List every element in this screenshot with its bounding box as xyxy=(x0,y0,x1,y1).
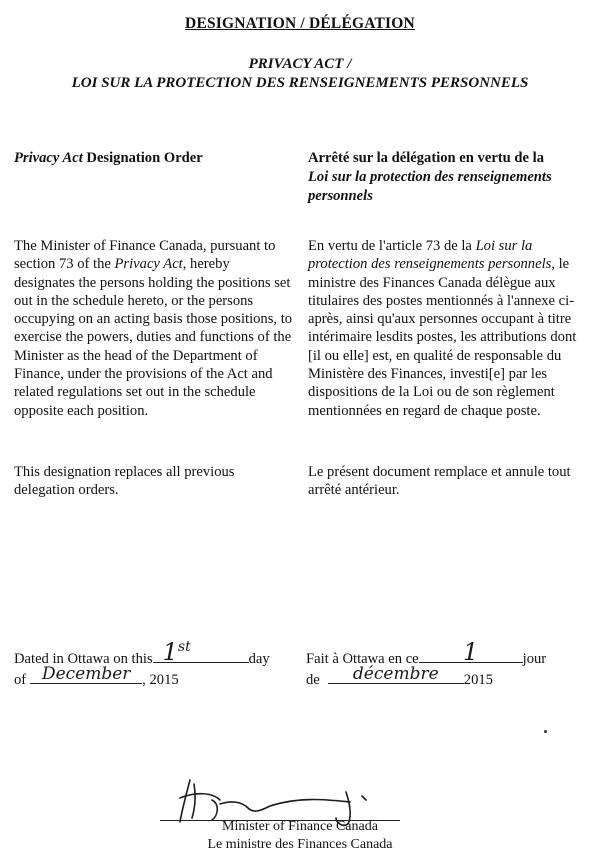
english-day-value: 1 xyxy=(162,638,178,666)
french-day-label: jour xyxy=(522,651,547,667)
french-month-field xyxy=(328,664,464,684)
subtitle-line-1: PRIVACY ACT / xyxy=(248,56,352,72)
french-heading xyxy=(308,149,590,206)
english-month-value: December xyxy=(41,664,131,684)
french-date-block xyxy=(306,638,588,690)
english-day-suffix: st xyxy=(177,639,191,655)
signature-label-fr: Le ministre des Finances Canada xyxy=(207,837,393,852)
signature-label xyxy=(0,818,600,854)
french-paragraph-2: Le présent document remplace et annule tout arrêté antérieur. xyxy=(308,464,571,499)
english-month-field xyxy=(30,664,142,684)
english-dated-prefix: Dated in Ottawa on this xyxy=(14,651,153,667)
english-heading: Privacy Act Designation Order xyxy=(14,150,203,166)
english-date-block xyxy=(14,638,294,690)
french-day-field xyxy=(419,638,523,666)
signature-label-en: Minister of Finance Canada xyxy=(222,819,378,834)
french-day-value: 1 xyxy=(463,638,479,666)
document-subtitle xyxy=(0,55,600,93)
english-of-label: of xyxy=(14,672,27,688)
document-title: DESIGNATION / DÉLÉGATION xyxy=(185,15,415,32)
english-paragraph-2: This designation replaces all previous delegation orders. xyxy=(14,464,235,499)
english-paragraph-1: The Minister of Finance Canada, pursuant to section 73 of the Privacy Act, hereby designates the persons holding the positions set out in the schedule hereto, or the persons occupying on an acting basis those positions, to exercise the powers, duties and functions of the Minister as the head of the Department of Finance, under the provisions of the Act and related regulations set out in the schedule opposite each position. xyxy=(14,238,293,419)
french-of-label: de xyxy=(306,672,320,688)
english-day-field xyxy=(153,638,249,666)
english-day-label: day xyxy=(248,651,270,667)
french-year: 2015 xyxy=(463,672,493,688)
french-month-value: décembre xyxy=(352,664,439,684)
french-paragraph-1: En vertu de l'article 73 de la Loi sur la protection des renseignements personnels, le ministre des Finances Canada délègue aux titulaires des postes mentionnés à l'annexe ci-après, ainsi qu'aux personnes occupant à titre intérimaire lesdits postes, les attributions dont [il ou elle] est, en qualité de responsable du Ministère des Finances, investi[e] par les dispositions de la Loi ou de son règlement mentionnées en regard de chaque poste. xyxy=(308,238,577,419)
french-heading-line1: Arrêté sur la délégation en vertu de la xyxy=(308,150,545,166)
subtitle-line-2: LOI SUR LA PROTECTION DES RENSEIGNEMENTS PERSONNELS xyxy=(71,75,529,91)
french-dated-prefix: Fait à Ottawa en ce xyxy=(306,651,419,667)
english-year: , 2015 xyxy=(142,672,179,688)
stray-dot xyxy=(544,730,547,733)
french-heading-italic: Loi sur la protection des renseignements personnels xyxy=(308,169,552,204)
